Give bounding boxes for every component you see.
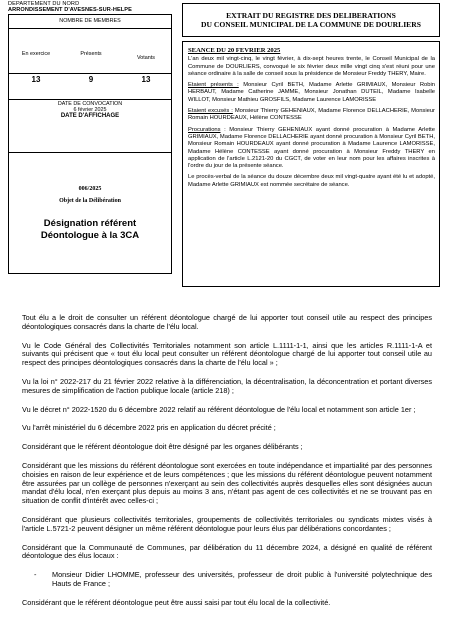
arrondissement-label: ARRONDISSEMENT D'AVESNES-SUR-HELPE xyxy=(8,7,132,13)
body-paragraph: Considérant que le référent déontologue doit être désigné par les organes délibérants ; xyxy=(22,442,303,452)
affichage-label: DATE D'AFFICHAGE xyxy=(60,113,120,119)
seance-procurations xyxy=(188,127,435,171)
body-paragraph: Tout élu a le droit de consulter un référent déontologue chargé de lui apporter tout conseil utile au respect des principes déontologiques consacrés dans la charte de l'élu local. xyxy=(22,313,432,331)
membres-values xyxy=(9,73,171,100)
objet-title: Désignation référent Déontologue à la 3CA xyxy=(40,218,140,241)
deliberation-section xyxy=(9,152,171,241)
membres-table xyxy=(9,29,171,74)
convocation-section xyxy=(9,99,171,153)
objet-label: Objet de la Délibération xyxy=(59,198,121,205)
procurations-text: : Monsieur Thierry GEHENIAUX ayant donné procuration à Madame Arlette GRIMIAUX, Madame Florence DELLACHERIE ayant donné procuration à Monsieur Cyril BETH, Monsieur Romain HOURDEAUX ayant donné procuration à Madame Laurence LAMORISSE, Madame Hélène CONTESSE ayant donné procuration à Monsieur Freddy THERY en application de l'article L.2121-20 du CGCT, de voter en leur nom pour les affaires inscrites à l'ordre du jour de la présente séance. xyxy=(188,126,435,170)
seance-title: SEANCE DU 20 FEVRIER 2025 xyxy=(188,47,281,54)
body-paragraph: Vu le Code Général des Collectivités Territoriales notamment son article L.1111-1-1, ainsi que les articles R.1111-1-A et suivants qui précisent que « tout élu local peut consulter un référent déontologue chargé de lui apporter tout conseil utile au respect des principes déontologiques consacrés dans la charte de l'élu local » ; xyxy=(22,340,432,368)
deliberation-number: 006/2025 xyxy=(78,186,102,192)
registre-title-box xyxy=(182,3,440,37)
registre-line-2: DU CONSEIL MUNICIPAL DE LA COMMUNE DE DOURLIERS xyxy=(201,20,421,29)
registre-line-1: EXTRAIT DU REGISTRE DES DELIBERATIONS xyxy=(226,11,396,20)
membres-val-presents: 9 xyxy=(88,75,94,84)
deliberation-body xyxy=(22,314,432,618)
procurations-label: Procurations xyxy=(188,126,221,133)
membres-col-presents: Présents xyxy=(80,51,102,57)
presents-list: Monsieur Cyril BETH, Madame Arlette GRIMIAUX, Monsieur Robin HERBAUT, Madame Catherine JAMME, Monsieur Jonathan DUTEIL, Madame Isabelle WILLOT, Monsieur Mathieu GROSFILS, Madame Laurence LAMORISSE xyxy=(188,82,435,103)
membres-col-exercice: En exercice xyxy=(21,51,51,57)
info-box xyxy=(8,14,172,274)
excuses-list: Monsieur Thierry GEHENIAUX, Madame Florence DELLACHERIE, Monsieur Romain HOURDEAUX, Hélène CONTESSE xyxy=(188,108,435,122)
presents-label: Etaient présents : xyxy=(188,82,239,89)
excuses-label: Etaient excusés : xyxy=(188,108,233,115)
body-paragraph: Considérant que plusieurs collectivités territoriales, groupements de collectivités territoriales ou syndicats mixtes visés à l'article L.5721-2 peuvent désigner un même référent déontologue pour leurs élus par délibérations concordantes ; xyxy=(22,514,432,533)
convocation-label: DATE DE CONVOCATION xyxy=(57,101,123,107)
body-paragraph: Vu le décret n° 2022-1520 du 6 décembre 2022 relatif au référent déontologue de l'élu local et notamment son article 1er ; xyxy=(22,404,416,414)
department-label: DEPARTEMENT DU NORD xyxy=(8,1,80,7)
body-paragraph: Considérant que la Communauté de Communes, par délibération du 11 décembre 2024, a désigné en qualité de référent déontologue des élus locaux : xyxy=(22,542,432,561)
bullet-text: Monsieur Didier LHOMME, professeur des universités, professeur de droit public à l'université polytechnique des Hauts de France ; xyxy=(52,570,432,588)
body-paragraph: Considérant que les missions du référent déontologue sont exercées en toute indépendance et impartialité par des personnes choisies en raison de leur expérience et de leurs compétences ; que les missions du référent déontologue peuvent notamment être assurées par un collège de personnes n'exerçant au sein des collectivités auprès desquelles elles sont désignées aucun mandat d'élu local, n'en exerçant plus depuis au moins 3 ans, n'étant pas agent de ces collectivités et ne se trouvant pas en situation de conflit d'intérêt avec celles-ci ; xyxy=(22,460,432,506)
membres-col-votants: Votants xyxy=(137,55,155,61)
bullet-dash: - xyxy=(34,570,37,580)
body-paragraph: Vu l'arrêt ministériel du 6 décembre 2022 pris en application du décret précité ; xyxy=(22,423,276,433)
membres-val-votants: 13 xyxy=(141,75,151,84)
seance-box xyxy=(182,41,440,287)
bullet-item xyxy=(34,571,432,589)
body-paragraph: Vu la loi n° 2022-217 du 21 février 2022 relative à la différenciation, la décentralisation, la déconcentration et portant diverses mesures de simplification de l'action publique locale (article 218) ; xyxy=(22,376,432,395)
convocation-date: 6 février 2025 xyxy=(73,107,107,113)
seance-intro: L'an deux mil vingt-cinq, le vingt février, à dix-sept heures trente, le Conseil Municipal de la Commune de DOURLIERS, convoqué le six février deux mille vingt cinq s'est réuni pour une séance ordinaire à la salle de conseil sous la présidence de Monsieur Freddy THERY, Maire. xyxy=(188,56,435,77)
seance-presents xyxy=(188,82,435,104)
membres-val-exercice: 13 xyxy=(31,75,41,84)
seance-excuses xyxy=(188,108,435,123)
body-paragraph: Considérant que le référent déontologue peut être aussi saisi par tout élu local de la collectivité. xyxy=(22,597,331,607)
membres-title: NOMBRE DE MEMBRES xyxy=(9,15,171,29)
seance-pv: Le procès-verbal de la séance du douze décembre deux mil vingt-quatre ayant été lu et adopté, Madame Arlette GRIMIAUX est nommée secrétaire de séance. xyxy=(188,174,435,188)
